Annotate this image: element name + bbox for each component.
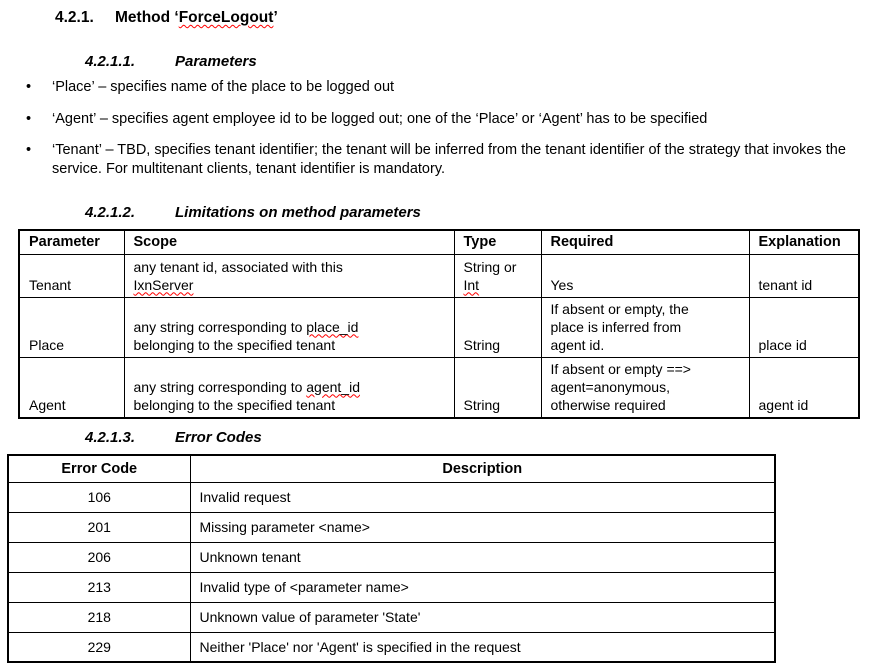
error-row [8,482,775,512]
cell-line [134,318,450,336]
cell-line [134,276,450,294]
error-code-cell: 106 [8,482,190,512]
bullet-marker: • [26,142,32,158]
cell-parameter: Agent [19,357,124,418]
cell-line: String or [463,258,517,275]
cell-scope [124,254,454,297]
cell-scope [124,357,454,418]
section-heading-method [55,9,278,27]
section-number: 4.2.1. [55,9,94,26]
header-cell-scope: Scope [124,230,454,254]
bullet-text: ‘Place’ – specifies name of the place to be logged out [52,79,395,95]
table-row-agent [19,357,859,418]
error-description-cell: Missing parameter <name> [190,512,775,542]
cell-line [134,378,450,396]
cell-line: agent id. [550,336,605,353]
section-title-prefix: Method ‘ [115,9,179,26]
subsection-title: Parameters [175,53,257,70]
cell-type [454,254,541,297]
cell-line: agent=anonymous, [550,378,670,395]
error-code-cell: 229 [8,632,190,662]
error-row [8,632,775,662]
header-cell-error-code: Error Code [8,455,190,482]
bullet-marker: • [26,111,32,127]
error-description-cell: Unknown tenant [190,542,775,572]
error-code-cell: 213 [8,572,190,602]
bullet-item-agent [0,110,893,129]
cell-explanation: tenant id [749,254,859,297]
error-description-cell: Unknown value of parameter 'State' [190,602,775,632]
cell-required [541,297,749,357]
bullet-text: ‘Agent’ – specifies agent employee id to be logged out; one of the ‘Place’ or ‘Agent’ has to be specified [52,111,708,127]
cell-line: belonging to the specified tenant [133,336,336,353]
subsection-title: Error Codes [175,429,262,446]
cell-line: belonging to the specified tenant [133,396,336,413]
error-row [8,542,775,572]
misspelled-word: Int [463,276,480,293]
subsection-heading-error-codes [85,429,262,446]
misspelled-word: place_id [306,318,359,335]
cell-line: If absent or empty, the [550,300,689,317]
error-code-cell: 201 [8,512,190,542]
error-description-cell: Invalid type of <parameter name> [190,572,775,602]
scope-text: any string corresponding to [133,318,307,335]
header-cell-description: Description [190,455,775,482]
subsection-number: 4.2.1.2. [85,204,136,221]
error-row [8,602,775,632]
table-row-tenant [19,254,859,297]
error-code-cell: 206 [8,542,190,572]
subsection-number: 4.2.1.1. [85,53,136,70]
subsection-number: 4.2.1.3. [85,429,136,446]
cell-explanation: place id [749,297,859,357]
cell-type: String [454,297,541,357]
section-title-misspelled-word: ForceLogout [178,9,274,26]
limitations-header-row [19,230,859,254]
bullet-item-place [0,78,893,97]
header-cell-type: Type [454,230,541,254]
cell-scope [124,297,454,357]
bullet-marker: • [26,79,32,95]
cell-line [464,276,537,294]
cell-required: Yes [541,254,749,297]
cell-line: If absent or empty ==> [550,360,691,377]
error-codes-table [7,454,776,663]
header-cell-explanation: Explanation [749,230,859,254]
error-row [8,572,775,602]
bullet-text: ‘Tenant’ – TBD, specifies tenant identifier; the tenant will be inferred from the tenant identifier of the strategy that invokes the service. For multitenant clients, tenant identifier is mandatory. [52,142,846,177]
error-header-row [8,455,775,482]
header-cell-parameter: Parameter [19,230,124,254]
subsection-heading-parameters [85,53,257,70]
error-row [8,512,775,542]
misspelled-word: agent_id [306,378,360,395]
cell-line: place is inferred from [550,318,682,335]
error-description-cell: Neither 'Place' nor 'Agent' is specified in the request [190,632,775,662]
error-code-cell: 218 [8,602,190,632]
subsection-title: Limitations on method parameters [175,204,421,221]
cell-parameter: Tenant [19,254,124,297]
cell-required [541,357,749,418]
cell-parameter: Place [19,297,124,357]
cell-type: String [454,357,541,418]
subsection-heading-limitations [85,204,421,221]
error-description-cell: Invalid request [190,482,775,512]
limitations-table [18,229,860,419]
scope-text: any string corresponding to [133,378,307,395]
cell-line: any tenant id, associated with this [133,258,343,275]
table-row-place [19,297,859,357]
header-cell-required: Required [541,230,749,254]
cell-line: otherwise required [550,396,666,413]
section-title-suffix: ’ [273,9,278,26]
cell-explanation: agent id [749,357,859,418]
bullet-item-tenant [0,141,893,179]
misspelled-word: IxnServer [133,276,194,293]
